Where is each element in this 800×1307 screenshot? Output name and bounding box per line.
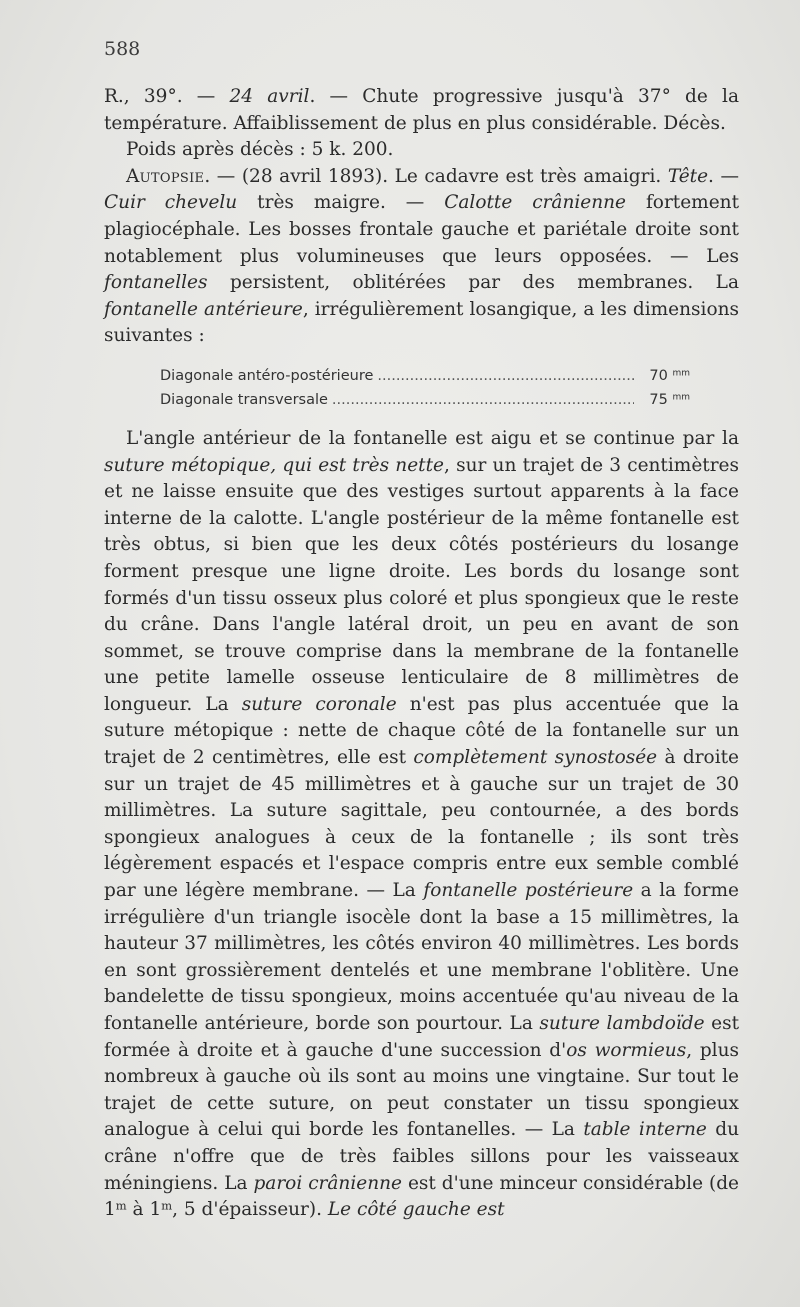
text-run: . — Chute progressive jusqu'à 37° de la température. Affaiblissement de plus en plus considérable. Décès. <box>104 86 739 134</box>
term-italic: fontanelles <box>104 272 208 294</box>
paragraph-autopsy <box>104 164 739 350</box>
paragraph-weight: Poids après décès : 5 k. 200. <box>126 139 394 161</box>
term-italic: suture lambdoïde <box>539 1013 705 1034</box>
paragraph-description <box>104 426 739 1224</box>
text-run: , 5 d'épaisseur). <box>172 1199 328 1221</box>
value-number: 75 <box>649 391 668 408</box>
text-run: R., 39°. — <box>104 86 230 107</box>
paragraph-case-note <box>104 84 739 137</box>
measurement-value <box>638 388 690 412</box>
term-italic: paroi crânienne <box>253 1172 402 1194</box>
term-italic: fontanelle antérieure <box>104 298 303 320</box>
term-italic: Tête <box>667 165 709 187</box>
page-number: 588 <box>104 38 141 60</box>
term-italic: suture coronale <box>241 693 397 715</box>
autopsy-heading: Autopsie <box>126 165 205 187</box>
text-run: , plus nombreux à gauche où ils sont au moins une vingtaine. Sur tout le trajet de cette suture, on peut constater un tissu spongieux analogue à celui qui borde les fontanelles. — La <box>104 1039 739 1141</box>
text-run: . — (28 avril 1893). Le cadavre est très amaigri. <box>204 165 668 187</box>
term-italic: table interne <box>583 1119 707 1141</box>
measurement-row <box>160 388 690 412</box>
text-run: , irrégulièrement losangique, a les dimensions suivantes : <box>104 298 740 347</box>
value-number: 70 <box>649 367 668 384</box>
leader-dots <box>377 364 634 388</box>
measurement-value <box>638 364 690 388</box>
term-italic: Calotte crânienne <box>444 192 627 214</box>
text-run: fortement plagiocéphale. Les bosses frontale gauche et pariétale droite sont notablement plus volumineuses que leurs opposées. — Les <box>104 192 740 267</box>
text-run: n'est pas plus accentuée que la suture métopique : nette de chaque côté de la fontanelle sur un trajet de 2 centimètres, elle est <box>104 693 739 769</box>
measurement-label: Diagonale transversale <box>160 391 328 408</box>
leader-dots <box>332 388 634 412</box>
measurement-row <box>160 364 690 388</box>
unit-superscript: m <box>161 1198 173 1213</box>
unit-superscript: m <box>115 1198 127 1213</box>
term-italic: suture métopique, qui est très nette <box>104 454 444 476</box>
measurement-label: Diagonale antéro-postérieure <box>160 367 374 384</box>
text-run: persistent, oblitérées par des membranes. La <box>207 272 739 294</box>
term-italic: complètement synostosée <box>413 747 658 769</box>
text-run: a la forme irrégulière d'un triangle isocèle dont la base a 15 millimètres, la hauteur 37 millimètres, les côtés environ 40 millimètres. Les bords en sont grossièrement dentelés et une membrane l'oblitère. Une bandelette de tissu spongieux, moins accentuée qu'au niveau de la fontanelle antérieure, borde son pourtour. La <box>104 880 739 1034</box>
value-unit: mm <box>672 368 690 379</box>
term-italic: os wormieus <box>566 1039 687 1061</box>
text-run: à droite sur un trajet de 45 millimètres et à gauche sur un trajet de 30 millimètres. La suture sagittale, peu contournée, a des bords spongieux analogues à ceux de la fontanelle ; ils sont très légèrement espacés et l'espace compris entre eux semble comblé par une légère membrane. — La <box>104 747 739 902</box>
text-run: , sur un trajet de 3 centimètres et ne laisse ensuite que des vestiges surtout apparents à la face interne de la calotte. L'angle postérieur de la même fontanelle est très obtus, si bien que les deux côtés postérieurs du losange forment presque une ligne droite. Les bords du losange sont formés d'un tissu osseux plus coloré et plus spongieux que le reste du crâne. Dans l'angle latéral droit, un peu en avant de son sommet, se trouve comprise dans la membrane de la fontanelle une petite lamelle osseuse lenticulaire de 8 millimètres de longueur. La <box>104 454 739 715</box>
term-italic: Cuir chevelu <box>104 192 238 214</box>
text-run: est d'une minceur considérable (de 1 <box>104 1172 740 1221</box>
text-run: L'angle antérieur de la fontanelle est aigu et se continue par la <box>126 427 739 449</box>
text-run: . — <box>708 165 739 187</box>
date-italic: 24 avril <box>229 86 310 107</box>
body-text <box>104 84 739 1224</box>
term-italic: Le côté gauche est <box>327 1199 505 1221</box>
term-italic: fontanelle postérieure <box>423 880 634 902</box>
text-run: à 1 <box>126 1199 162 1221</box>
measurements-table <box>160 364 690 412</box>
value-unit: mm <box>672 392 690 403</box>
text-run: est formée à droite et à gauche d'une succession d' <box>104 1013 740 1061</box>
text-run: très maigre. — <box>237 192 445 214</box>
text-run: du crâne n'offre que de très faibles sillons pour les vaisseaux méningiens. La <box>104 1119 739 1194</box>
